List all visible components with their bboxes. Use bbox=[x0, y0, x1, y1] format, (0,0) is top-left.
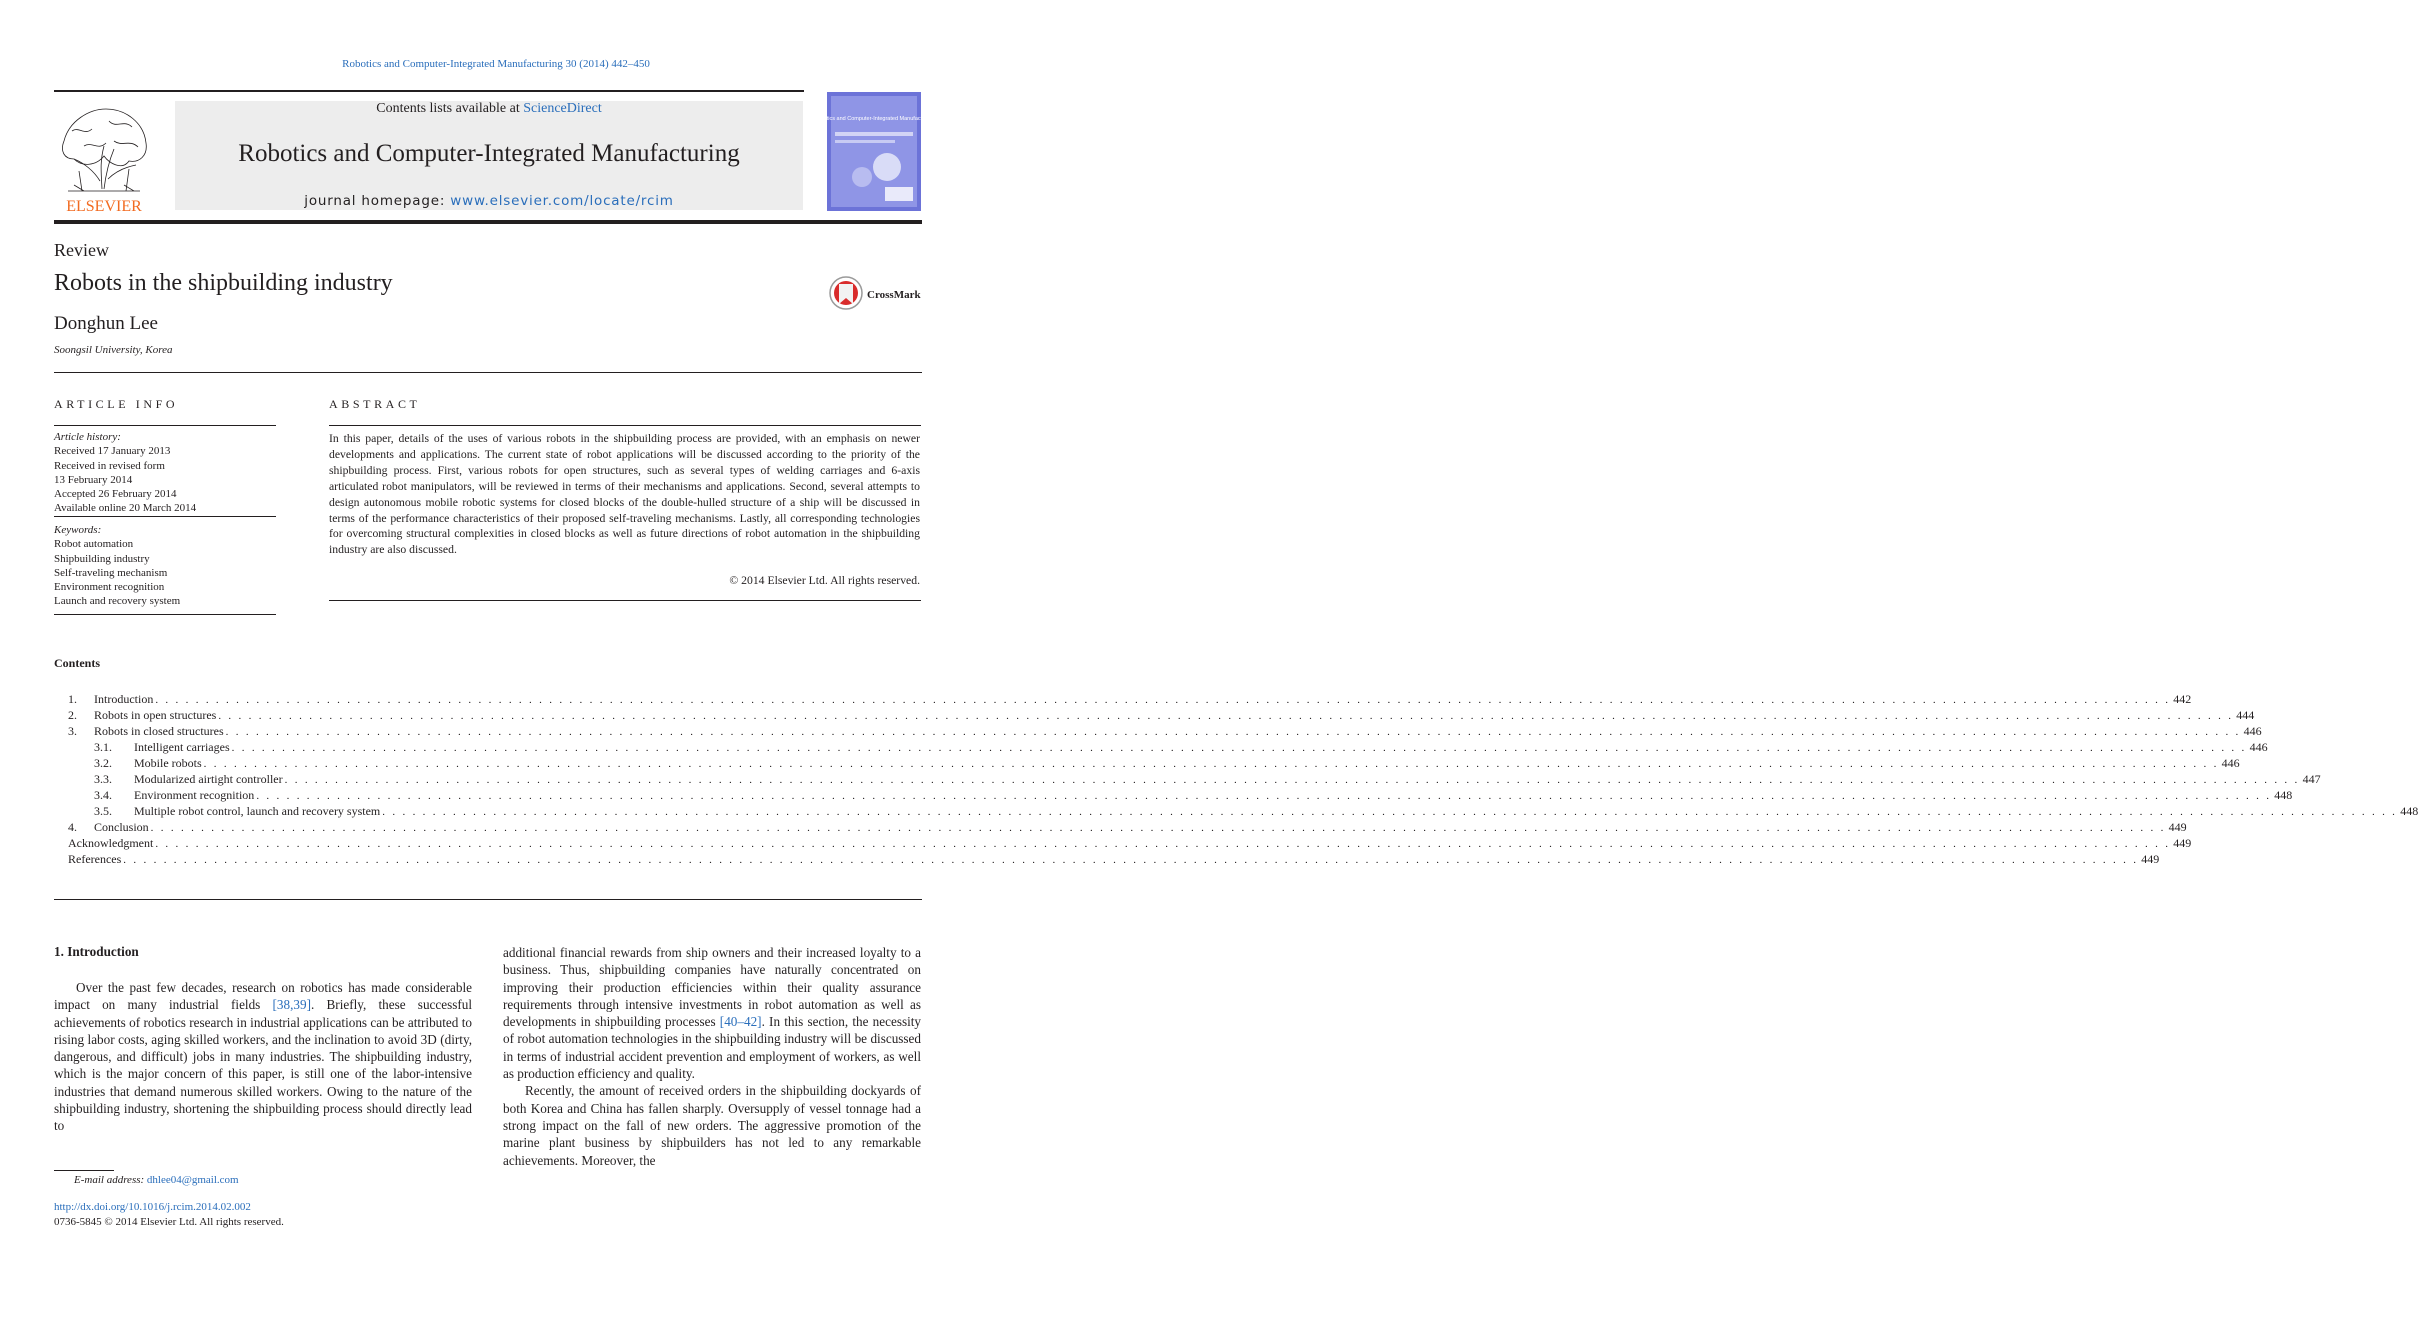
toc-title[interactable]: Intelligent carriages bbox=[134, 740, 230, 754]
toc-number: 1. bbox=[68, 692, 77, 706]
table-of-contents bbox=[54, 691, 2418, 867]
toc-page-number: 449 bbox=[2168, 820, 2187, 834]
keyword: Shipbuilding industry bbox=[54, 552, 150, 565]
homepage-prefix: journal homepage: bbox=[304, 193, 451, 209]
abstract-text: In this paper, details of the uses of various robots in the shipbuilding process are provided, with an emphasis on newer developments and applications. The current state of robot applications will be discussed according to the priority of the shipbuilding process. First, various robots for open structures, such as several types of welding carriages and 6-axis articulated robot manipulators, will be reviewed in terms of their mechanisms and applications. Second, several attempts to design autonomous mobile robotic systems for closed blocks of the double-hulled structure of a ship will be discussed in terms of the performance characteristics of their proposed self-traveling mechanisms. Lastly, all corresponding technologies for overcoming structural complexities in closed blocks as well as future directions of robot automation in the shipbuilding industry are also discussed. bbox=[329, 432, 920, 557]
keyword: Robot automation bbox=[54, 538, 134, 551]
elsevier-wordmark: ELSEVIER bbox=[66, 198, 142, 215]
rule bbox=[329, 425, 921, 426]
toc-number: 3.2. bbox=[94, 756, 112, 770]
toc-entry[interactable] bbox=[54, 771, 2321, 787]
toc-entry[interactable] bbox=[54, 707, 2255, 723]
email-label: E-mail address: bbox=[74, 1174, 147, 1186]
keywords-block bbox=[54, 523, 276, 609]
rule bbox=[54, 516, 276, 517]
header-rule bbox=[54, 90, 804, 92]
toc-entry[interactable] bbox=[54, 723, 2262, 739]
toc-page-number: 446 bbox=[2249, 740, 2268, 754]
history-entry: Received in revised form bbox=[54, 459, 165, 472]
text-run: . Briefly, these successful achievements of robotics research in industrial applications can be attributed to rising labor costs, aging skilled workers, and the inclination to avoid 3D (dirty, dangerous, and difficult) jobs in many industries. The shipbuilding industry, which is the major concern of this paper, is still one of the labor-intensive industries that demand numerous skilled workers. Owing to the nature of the shipbuilding industry, shortening the shipbuilding process should directly lead to bbox=[54, 997, 473, 1134]
journal-citation[interactable]: Robotics and Computer-Integrated Manufacturing 30 (2014) 442–450 bbox=[342, 58, 650, 70]
toc-leader: . . . . . . . . . . . . . . . . . . . . . . . . . . . . . . . . . . . . . . . . . . . . . . . . . . . . . . . . . . . . . . . . . . . . . . . . . . . . . . . . . . . . . . . . . . . . . . . . . . . . . . . . . . . . . . . . . . . . . . . . . . . . . . . . . . . . . . . . . . . . . . . . . . . . . . . . . . . . . . . . . . . . . . . . . . . . . . . . . . . . . . . . . . . . . . . . . . . . . . . . bbox=[150, 822, 2166, 834]
text-run: Over the past few decades, research on robotics has made considerable impact on many industrial fields bbox=[54, 980, 472, 1013]
journal-title: Robotics and Computer-Integrated Manufacturing bbox=[238, 140, 740, 167]
toc-number: 3.5. bbox=[94, 804, 112, 818]
toc-leader: . . . . . . . . . . . . . . . . . . . . . . . . . . . . . . . . . . . . . . . . . . . . . . . . . . . . . . . . . . . . . . . . . . . . . . . . . . . . . . . . . . . . . . . . . . . . . . . . . . . . . . . . . . . . . . . . . . . . . . . . . . . . . . . . . . . . . . . . . . . . . . . . . . . . . . . . . . . . . . . . . . . . . . . . . . . . . . . . . . . . . . . . . . . . . . . . . . . . . . . . bbox=[225, 726, 2241, 738]
toc-leader: . . . . . . . . . . . . . . . . . . . . . . . . . . . . . . . . . . . . . . . . . . . . . . . . . . . . . . . . . . . . . . . . . . . . . . . . . . . . . . . . . . . . . . . . . . . . . . . . . . . . . . . . . . . . . . . . . . . . . . . . . . . . . . . . . . . . . . . . . . . . . . . . . . . . . . . . . . . . . . . . . . . . . . . . . . . . . . . . . . . . . . . . . . . . . . . . . . . . . . . . bbox=[218, 710, 2234, 722]
toc-number: 3.4. bbox=[94, 788, 112, 802]
toc-entry[interactable] bbox=[54, 803, 2418, 819]
keyword: Self-traveling mechanism bbox=[54, 566, 168, 579]
homepage-link[interactable]: www.elsevier.com/locate/rcim bbox=[450, 193, 674, 209]
article-info-heading: ARTICLE INFO bbox=[54, 397, 179, 411]
contents-available-line bbox=[175, 101, 803, 117]
toc-leader: . . . . . . . . . . . . . . . . . . . . . . . . . . . . . . . . . . . . . . . . . . . . . . . . . . . . . . . . . . . . . . . . . . . . . . . . . . . . . . . . . . . . . . . . . . . . . . . . . . . . . . . . . . . . . . . . . . . . . . . . . . . . . . . . . . . . . . . . . . . . . . . . . . . . . . . . . . . . . . . . . . . . . . . . . . . . . . . . . . . . . . . . . . . . . . . . . . . . . . . . bbox=[123, 854, 2139, 866]
toc-entry[interactable] bbox=[54, 851, 2160, 867]
paragraph bbox=[503, 944, 921, 1082]
email-link[interactable]: dhlee04@gmail.com bbox=[146, 1174, 239, 1186]
keyword: Environment recognition bbox=[54, 581, 165, 594]
toc-entry[interactable] bbox=[54, 787, 2293, 803]
rule bbox=[54, 372, 922, 373]
toc-leader: . . . . . . . . . . . . . . . . . . . . . . . . . . . . . . . . . . . . . . . . . . . . . . . . . . . . . . . . . . . . . . . . . . . . . . . . . . . . . . . . . . . . . . . . . . . . . . . . . . . . . . . . . . . . . . . . . . . . . . . . . . . . . . . . . . . . . . . . . . . . . . . . . . . . . . . . . . . . . . . . . . . . . . . . . . . . . . . . . . . . . . . . . . . . . . . . . . . . . . . . bbox=[155, 694, 2171, 706]
toc-title[interactable]: Acknowledgment bbox=[68, 836, 154, 850]
toc-title[interactable]: Mobile robots bbox=[134, 756, 202, 770]
toc-title[interactable]: Conclusion bbox=[94, 820, 149, 834]
toc-page-number: 444 bbox=[2236, 708, 2255, 722]
toc-entry[interactable] bbox=[54, 739, 2268, 755]
toc-number: 3. bbox=[68, 724, 77, 738]
toc-entry[interactable] bbox=[54, 835, 2192, 851]
toc-leader: . . . . . . . . . . . . . . . . . . . . . . . . . . . . . . . . . . . . . . . . . . . . . . . . . . . . . . . . . . . . . . . . . . . . . . . . . . . . . . . . . . . . . . . . . . . . . . . . . . . . . . . . . . . . . . . . . . . . . . . . . . . . . . . . . . . . . . . . . . . . . . . . . . . . . . . . . . . . . . . . . . . . . . . . . . . . . . . . . . . . . . . . . . . . . . . . . . . . . . . . bbox=[155, 838, 2171, 850]
toc-title[interactable]: Robots in closed structures bbox=[94, 724, 224, 738]
history-entry: Received 17 January 2013 bbox=[54, 445, 171, 458]
toc-number: 3.3. bbox=[94, 772, 112, 786]
rule bbox=[329, 600, 921, 601]
toc-entry[interactable] bbox=[54, 819, 2187, 835]
toc-page-number: 446 bbox=[2243, 724, 2262, 738]
toc-leader: . . . . . . . . . . . . . . . . . . . . . . . . . . . . . . . . . . . . . . . . . . . . . . . . . . . . . . . . . . . . . . . . . . . . . . . . . . . . . . . . . . . . . . . . . . . . . . . . . . . . . . . . . . . . . . . . . . . . . . . . . . . . . . . . . . . . . . . . . . . . . . . . . . . . . . . . . . . . . . . . . . . . . . . . . . . . . . . . . . . . . . . . . . . . . . . . . . . . . . . . bbox=[382, 806, 2398, 818]
text-run: . In this section, the necessity of robot automation technologies in the shipbuilding industry will be discussed in terms of industrial accident prevention and employment of workers, as well as production efficiency and quality. bbox=[503, 1014, 922, 1082]
toc-title[interactable]: Modularized airtight controller bbox=[134, 772, 283, 786]
author-name: Donghun Lee bbox=[54, 313, 158, 334]
toc-page-number: 447 bbox=[2302, 772, 2321, 786]
text-run: additional financial rewards from ship owners and their increased loyalty to a business. Thus, shipbuilding companies have naturally concentrated on improving their production efficiencies within their quality assurance requirements through intensive investments in robot automation as well as developments in shipbuilding processes bbox=[503, 945, 921, 1030]
author-affiliation: Soongsil University, Korea bbox=[54, 344, 173, 356]
section-heading-introduction: 1. Introduction bbox=[54, 944, 139, 959]
contents-heading: Contents bbox=[54, 656, 101, 670]
article-history-label: Article history: bbox=[54, 431, 121, 443]
history-entry: Accepted 26 February 2014 bbox=[54, 488, 177, 501]
toc-page-number: 448 bbox=[2274, 788, 2293, 802]
toc-title[interactable]: References bbox=[68, 852, 122, 866]
toc-leader: . . . . . . . . . . . . . . . . . . . . . . . . . . . . . . . . . . . . . . . . . . . . . . . . . . . . . . . . . . . . . . . . . . . . . . . . . . . . . . . . . . . . . . . . . . . . . . . . . . . . . . . . . . . . . . . . . . . . . . . . . . . . . . . . . . . . . . . . . . . . . . . . . . . . . . . . . . . . . . . . . . . . . . . . . . . . . . . . . . . . . . . . . . . . . . . . . . . . . . . . bbox=[203, 758, 2219, 770]
elsevier-tree-logo bbox=[54, 101, 154, 216]
toc-page-number: 448 bbox=[2400, 804, 2418, 818]
footnote-rule bbox=[54, 1170, 114, 1171]
rule bbox=[54, 425, 276, 426]
issn-line: 0736-5845 © 2014 Elsevier Ltd. All rights reserved. bbox=[54, 1216, 284, 1228]
citation-link[interactable]: [40–42] bbox=[719, 1014, 762, 1030]
abstract-heading: ABSTRACT bbox=[329, 397, 421, 411]
journal-cover-image[interactable] bbox=[813, 92, 935, 211]
cover-title: Robotics and Computer-Integrated Manufacturing bbox=[813, 116, 935, 122]
rule bbox=[54, 614, 276, 615]
keywords-label: Keywords: bbox=[54, 524, 102, 536]
abstract-copyright: © 2014 Elsevier Ltd. All rights reserved. bbox=[729, 574, 920, 587]
toc-entry[interactable] bbox=[54, 755, 2240, 771]
toc-page-number: 442 bbox=[2173, 692, 2192, 706]
toc-page-number: 449 bbox=[2141, 852, 2160, 866]
toc-page-number: 449 bbox=[2173, 836, 2192, 850]
toc-number: 3.1. bbox=[94, 740, 112, 754]
toc-title[interactable]: Robots in open structures bbox=[94, 708, 217, 722]
toc-leader: . . . . . . . . . . . . . . . . . . . . . . . . . . . . . . . . . . . . . . . . . . . . . . . . . . . . . . . . . . . . . . . . . . . . . . . . . . . . . . . . . . . . . . . . . . . . . . . . . . . . . . . . . . . . . . . . . . . . . . . . . . . . . . . . . . . . . . . . . . . . . . . . . . . . . . . . . . . . . . . . . . . . . . . . . . . . . . . . . . . . . . . . . . . . . . . . . . . . . . . . bbox=[231, 742, 2247, 754]
crossmark-badge[interactable] bbox=[829, 276, 929, 310]
toc-title[interactable]: Multiple robot control, launch and recovery system bbox=[134, 804, 381, 818]
article-title: Robots in the shipbuilding industry bbox=[54, 270, 393, 296]
toc-title[interactable]: Introduction bbox=[94, 692, 154, 706]
paragraph: Recently, the amount of received orders in the shipbuilding dockyards of both Korea and China has fallen sharply. Oversupply of vessel tonnage had a strong impact on the fall of new orders. The aggressive promotion of the marine plant business by shipbuilders has not led to any remarkable achievements. Moreover, the bbox=[503, 1083, 921, 1168]
toc-number: 2. bbox=[68, 708, 77, 722]
toc-entry[interactable] bbox=[54, 691, 2192, 707]
history-entry: Available online 20 March 2014 bbox=[54, 502, 197, 515]
paragraph bbox=[54, 979, 472, 1135]
toc-number: 4. bbox=[68, 820, 77, 834]
body-column-left bbox=[54, 979, 472, 1135]
keyword: Launch and recovery system bbox=[54, 595, 181, 608]
article-history bbox=[54, 430, 276, 516]
header-thick-rule bbox=[54, 220, 922, 224]
body-column-right bbox=[503, 944, 921, 1169]
toc-leader: . . . . . . . . . . . . . . . . . . . . . . . . . . . . . . . . . . . . . . . . . . . . . . . . . . . . . . . . . . . . . . . . . . . . . . . . . . . . . . . . . . . . . . . . . . . . . . . . . . . . . . . . . . . . . . . . . . . . . . . . . . . . . . . . . . . . . . . . . . . . . . . . . . . . . . . . . . . . . . . . . . . . . . . . . . . . . . . . . . . . . . . . . . . . . . . . . . . . . . . . bbox=[256, 790, 2272, 802]
rule bbox=[54, 899, 922, 900]
toc-page-number: 446 bbox=[2221, 756, 2240, 770]
toc-leader: . . . . . . . . . . . . . . . . . . . . . . . . . . . . . . . . . . . . . . . . . . . . . . . . . . . . . . . . . . . . . . . . . . . . . . . . . . . . . . . . . . . . . . . . . . . . . . . . . . . . . . . . . . . . . . . . . . . . . . . . . . . . . . . . . . . . . . . . . . . . . . . . . . . . . . . . . . . . . . . . . . . . . . . . . . . . . . . . . . . . . . . . . . . . . . . . . . . . . . . . bbox=[284, 774, 2300, 786]
doi-link[interactable]: http://dx.doi.org/10.1016/j.rcim.2014.02.002 bbox=[54, 1201, 251, 1213]
sciencedirect-link[interactable]: ScienceDirect bbox=[523, 101, 602, 116]
history-entry: 13 February 2014 bbox=[54, 473, 133, 486]
citation-link[interactable]: [38,39] bbox=[272, 997, 311, 1013]
contents-prefix: Contents lists available at bbox=[376, 101, 524, 116]
toc-title[interactable]: Environment recognition bbox=[134, 788, 255, 802]
crossmark-label: CrossMark bbox=[867, 289, 921, 301]
journal-homepage-line bbox=[175, 193, 803, 209]
article-type: Review bbox=[54, 240, 109, 260]
footnote-email bbox=[54, 1174, 354, 1186]
